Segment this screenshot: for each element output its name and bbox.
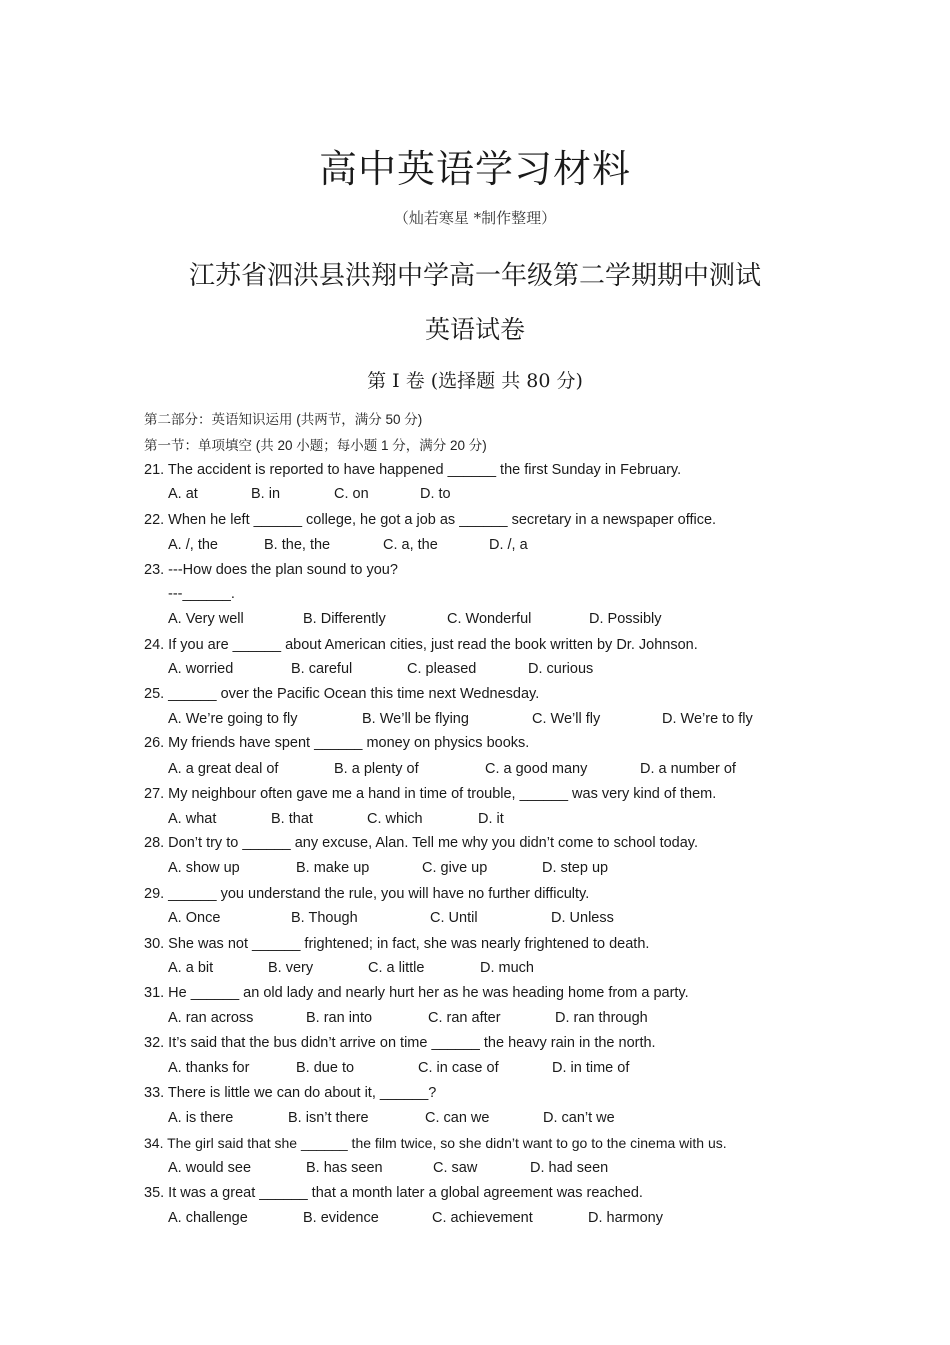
option-31-a: A. ran across	[168, 1010, 254, 1026]
option-28-a: A. show up	[168, 860, 240, 876]
question-26: 26. My friends have spent ______ money on physics books.	[144, 735, 530, 751]
option-28-c: C. give up	[422, 860, 488, 876]
option-34-d: D. had seen	[530, 1160, 609, 1176]
option-35-c: C. achievement	[432, 1210, 533, 1226]
question-23: 23. ---How does the plan sound to you?	[144, 562, 398, 578]
option-29-b: B. Though	[291, 910, 358, 926]
question-34: 34. The girl said that she ______ the film twice, so she didn’t want to go to the cinema with us.	[144, 1135, 727, 1151]
question-30: 30. She was not ______ frightened; in fact, she was nearly frightened to death.	[144, 936, 650, 952]
section-heading: 第一节：单项填空 (共 20 小题；每小题 1 分，满分 20 分)	[144, 438, 487, 453]
option-22-c: C. a, the	[383, 537, 438, 553]
question-33: 33. There is little we can do about it, ______?	[144, 1085, 437, 1101]
option-21-a: A. at	[168, 486, 198, 502]
question-27: 27. My neighbour often gave me a hand in time of trouble, ______ was very kind of them.	[144, 786, 717, 802]
option-33-a: A. is there	[168, 1110, 234, 1126]
option-22-d: D. /, a	[489, 537, 528, 553]
option-27-a: A. what	[168, 811, 217, 827]
question-21: 21. The accident is reported to have happened ______ the first Sunday in February.	[144, 462, 682, 478]
option-27-d: D. it	[478, 811, 504, 827]
option-33-c: C. can we	[425, 1110, 490, 1126]
option-34-c: C. saw	[433, 1160, 478, 1176]
option-28-d: D. step up	[542, 860, 609, 876]
option-30-d: D. much	[480, 960, 534, 976]
part-heading: 第二部分：英语知识运用 (共两节，满分 50 分)	[144, 412, 423, 427]
option-25-c: C. We’ll fly	[532, 711, 601, 727]
option-35-b: B. evidence	[303, 1210, 379, 1226]
option-24-c: C. pleased	[407, 661, 477, 677]
option-29-a: A. Once	[168, 910, 221, 926]
option-24-b: B. careful	[291, 661, 353, 677]
option-31-d: D. ran through	[555, 1010, 648, 1026]
option-23-c: C. Wonderful	[447, 611, 532, 627]
option-27-c: C. which	[367, 811, 423, 827]
question-28: 28. Don’t try to ______ any excuse, Alan. Tell me why you didn’t come to school today.	[144, 835, 699, 851]
option-29-c: C. Until	[430, 910, 478, 926]
option-34-b: B. has seen	[306, 1160, 383, 1176]
option-31-b: B. ran into	[306, 1010, 373, 1026]
option-30-c: C. a little	[368, 960, 425, 976]
option-35-d: D. harmony	[588, 1210, 663, 1226]
option-22-a: A. /, the	[168, 537, 218, 553]
question-31: 31. He ______ an old lady and nearly hurt her as he was heading home from a party.	[144, 985, 689, 1001]
option-22-b: B. the, the	[264, 537, 331, 553]
compiler-note: （灿若寒星 *制作整理）	[393, 209, 557, 227]
question-22: 22. When he left ______ college, he got a job as ______ secretary in a newspaper office.	[144, 512, 717, 528]
option-25-d: D. We’re to fly	[662, 711, 753, 727]
option-33-d: D. can’t we	[543, 1110, 615, 1126]
question-29: 29. ______ you understand the rule, you will have no further difficulty.	[144, 886, 590, 902]
option-32-d: D. in time of	[552, 1060, 630, 1076]
option-30-a: A. a bit	[168, 960, 214, 976]
question-25: 25. ______ over the Pacific Ocean this time next Wednesday.	[144, 686, 540, 702]
option-32-b: B. due to	[296, 1060, 355, 1076]
option-30-b: B. very	[268, 960, 314, 976]
option-35-a: A. challenge	[168, 1210, 248, 1226]
option-26-c: C. a good many	[485, 761, 588, 777]
option-23-a: A. Very well	[168, 611, 244, 627]
option-21-d: D. to	[420, 486, 451, 502]
question-35: 35. It was a great ______ that a month later a global agreement was reached.	[144, 1185, 643, 1201]
option-26-b: B. a plenty of	[334, 761, 419, 777]
question-24: 24. If you are ______ about American cities, just read the book written by Dr. Johnson.	[144, 637, 698, 653]
question-23-reply: ---______.	[168, 586, 235, 602]
option-25-b: B. We’ll be flying	[362, 711, 469, 727]
option-23-d: D. Possibly	[589, 611, 662, 627]
option-25-a: A. We’re going to fly	[168, 711, 298, 727]
option-24-d: D. curious	[528, 661, 594, 677]
option-34-a: A. would see	[168, 1160, 252, 1176]
question-32: 32. It’s said that the bus didn’t arrive on time ______ the heavy rain in the north.	[144, 1035, 656, 1051]
option-21-b: B. in	[251, 486, 281, 502]
volume-title: 第 I 卷 (选择题 共 80 分)	[367, 370, 583, 392]
option-26-a: A. a great deal of	[168, 761, 279, 777]
option-27-b: B. that	[271, 811, 313, 827]
option-21-c: C. on	[334, 486, 369, 502]
option-28-b: B. make up	[296, 860, 370, 876]
option-23-b: B. Differently	[303, 611, 386, 627]
option-33-b: B. isn’t there	[288, 1110, 369, 1126]
main-title: 高中英语学习材料	[318, 147, 631, 191]
option-31-c: C. ran after	[428, 1010, 501, 1026]
school-exam-title: 江苏省泗洪县洪翔中学高一年级第二学期期中测试	[188, 261, 761, 291]
subject-title: 英语试卷	[424, 315, 525, 344]
option-32-c: C. in case of	[418, 1060, 499, 1076]
option-32-a: A. thanks for	[168, 1060, 250, 1076]
option-29-d: D. Unless	[551, 910, 614, 926]
option-24-a: A. worried	[168, 661, 234, 677]
option-26-d: D. a number of	[640, 761, 736, 777]
